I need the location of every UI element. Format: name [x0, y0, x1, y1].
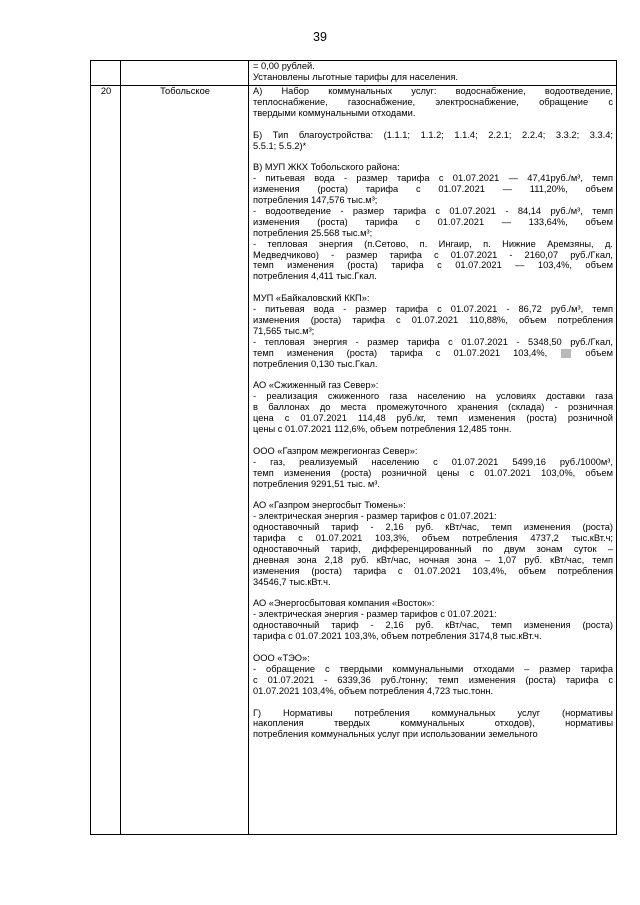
text-line: - питьевая вода - размер тарифа с 01.07.2021 - 86,72 руб./м³, темп: [253, 304, 613, 315]
text-line: потребления 25.568 тыс.м³;: [253, 227, 373, 238]
text-line: - электрическая энергия - размер тарифов с 01.07.2021:: [253, 609, 497, 620]
row-number-cell: 20: [91, 86, 121, 835]
settlement-name-cell: Тобольское: [121, 86, 249, 835]
text-line: изменения (роста) тарифа с 01.07.2021 — 111,20%, объем: [253, 184, 613, 195]
text-line: цена с 01.07.2021 114,48 руб./кг, темп изменения (роста) розничной: [253, 413, 613, 424]
text-line: А) Набор коммунальных услуг: водоснабжение, водоотведение,: [253, 86, 613, 96]
paragraph-gap: [253, 588, 613, 599]
text-line: с 01.07.2021 - 6339,36 руб./тонну; темп изменения (роста) тарифа с: [253, 674, 613, 685]
text-line: темп изменения (роста) тарифа с 01.07.2021 — 103,4%, объем: [253, 260, 613, 271]
text-line: потребления коммунальных услуг при использовании земельного: [253, 729, 538, 740]
text-line: 34546,7 тыс.кВт.ч.: [253, 576, 331, 587]
text-line: изменения (роста) тарифа с 01.07.2021 — 133,64%, объем: [253, 216, 613, 227]
text-line: Б) Тип благоустройства: (1.1.1; 1.1.2; 1.1.4; 2.2.1; 2.2.4; 3.3.2; 3.3.4;: [253, 129, 613, 140]
row-number-cell: [91, 61, 121, 86]
text-line: потребления 4,411 тыс.Гкал.: [253, 271, 377, 282]
text-line: одноставочный тариф - 2,16 руб. кВт/час, темп изменения (роста): [253, 620, 613, 631]
text-line: 5.5.1; 5.5.2)*: [253, 140, 307, 151]
text-line: МУП «Байкаловский ККП»:: [253, 293, 370, 304]
text-line: В) МУП ЖКХ Тобольского района:: [253, 162, 400, 173]
text-line: дневная зона 2,18 руб. кВт/час, ночная зона – 1,07 руб. кВт/час, темп: [253, 554, 613, 565]
settlement-name-cell: [121, 61, 249, 86]
text-line: потребления 147,576 тыс.м³;: [253, 195, 378, 206]
text-line: Г) Нормативы потребления коммунальных услуг (нормативы: [253, 707, 613, 718]
text-line: темп изменения (роста) тарифа с 01.07.2021 103,4%, объем: [253, 347, 613, 358]
text-line: ООО «Газпром межрегионгаз Север»:: [253, 445, 418, 456]
page-number: 39: [313, 30, 327, 44]
text-line: одноставочный тариф - 2,16 руб. кВт/час, темп изменения (роста): [253, 522, 613, 533]
text-line: - водоотведение - размер тарифа с 01.07.2021 - 84,14 руб./м³, темп: [253, 205, 613, 216]
paragraph-gap: [253, 697, 613, 708]
text-line: = 0,00 рублей.: [253, 61, 315, 71]
text-line: АО «Энергосбытовая компания «Восток»:: [253, 598, 435, 609]
text-line: тарифа с 01.07.2021 103,3%, объем потребления 4737,2 тыс.кВт.ч;: [253, 533, 613, 544]
text-line: - электрическая энергия - размер тарифов с 01.07.2021:: [253, 511, 497, 522]
text-line: - газ, реализуемый населению с 01.07.2021 5499,16 руб./1000м³,: [253, 456, 613, 467]
text-line: 71,565 тыс.м³;: [253, 325, 315, 336]
text-line: тарифа с 01.07.2021 103,3%, объем потребления 3174,8 тыс.кВт.ч.: [253, 631, 542, 642]
text-line: потребления 0,130 тыс.Гкал.: [253, 358, 378, 369]
text-line: - реализация сжиженного газа населению на условиях доставки газа: [253, 391, 613, 402]
text-line: в баллонах до места промежуточного хранения (склада) - розничная: [253, 402, 613, 413]
text-line: АО «Газпром энергосбыт Тюмень»:: [253, 500, 406, 511]
table-row-continuation: [91, 61, 617, 86]
text-line: - питьевая вода - размер тарифа с 01.07.2021 — 47,41руб./м³, темп: [253, 173, 613, 184]
text-line: - обращение с твердыми коммунальными отходами – размер тарифа: [253, 663, 613, 674]
table-row-tobolskoe: [91, 86, 617, 835]
paragraph-gap: [253, 151, 613, 162]
paragraph-gap: [253, 642, 613, 653]
paragraph-gap: [253, 119, 613, 130]
text-line: Установлены льготные тарифы для населения.: [253, 71, 458, 82]
description-cell: [249, 61, 617, 86]
text-line: цены с 01.07.2021 112,6%, объем потребления 12,485 тонн.: [253, 424, 512, 435]
text-line: 01.07.2021 103,4%, объем потребления 4,723 тыс.тонн.: [253, 685, 494, 696]
text-line: - тепловая энергия - размер тарифа с 01.07.2021 - 5348,50 руб./Гкал,: [253, 336, 613, 347]
paragraph-gap: [253, 435, 613, 446]
text-line: темп изменения (роста) розничной цены с 01.07.2021 103,0%, объем: [253, 467, 613, 478]
text-line: - тепловая энергия (п.Сетово, п. Ингаир, п. Нижние Аремзяны, д.: [253, 238, 613, 249]
text-line: Медведчиково) - размер тарифа с 01.07.2021 - 2160,07 руб./Гкал,: [253, 249, 613, 260]
text-line: потребления 9291,51 тыс. м³.: [253, 478, 380, 489]
tariff-table: [90, 60, 617, 835]
ink-smudge: [561, 349, 571, 358]
paragraph-gap: [253, 282, 613, 293]
text-line: изменения (роста) тарифа с 01.07.2021 110,88%, объем потребления: [253, 314, 613, 325]
text-line: накопления твердых коммунальных отходов), нормативы: [253, 718, 613, 729]
paragraph-gap: [253, 370, 613, 381]
paragraph-gap: [253, 489, 613, 500]
text-line: АО «Сжиженный газ Север»:: [253, 380, 379, 391]
description-cell: [249, 86, 617, 835]
text-line: твердыми коммунальными отходами.: [253, 107, 416, 118]
text-line: одноставочный тариф, дифференцированный по двум зонам суток –: [253, 543, 613, 554]
text-line: изменения (роста) тарифа с 01.07.2021 103,4%, объем потребления: [253, 565, 613, 576]
text-line: ООО «ТЭО»:: [253, 653, 310, 663]
text-line: теплоснабжение, газоснабжение, электроснабжение, обращение с: [253, 96, 613, 107]
